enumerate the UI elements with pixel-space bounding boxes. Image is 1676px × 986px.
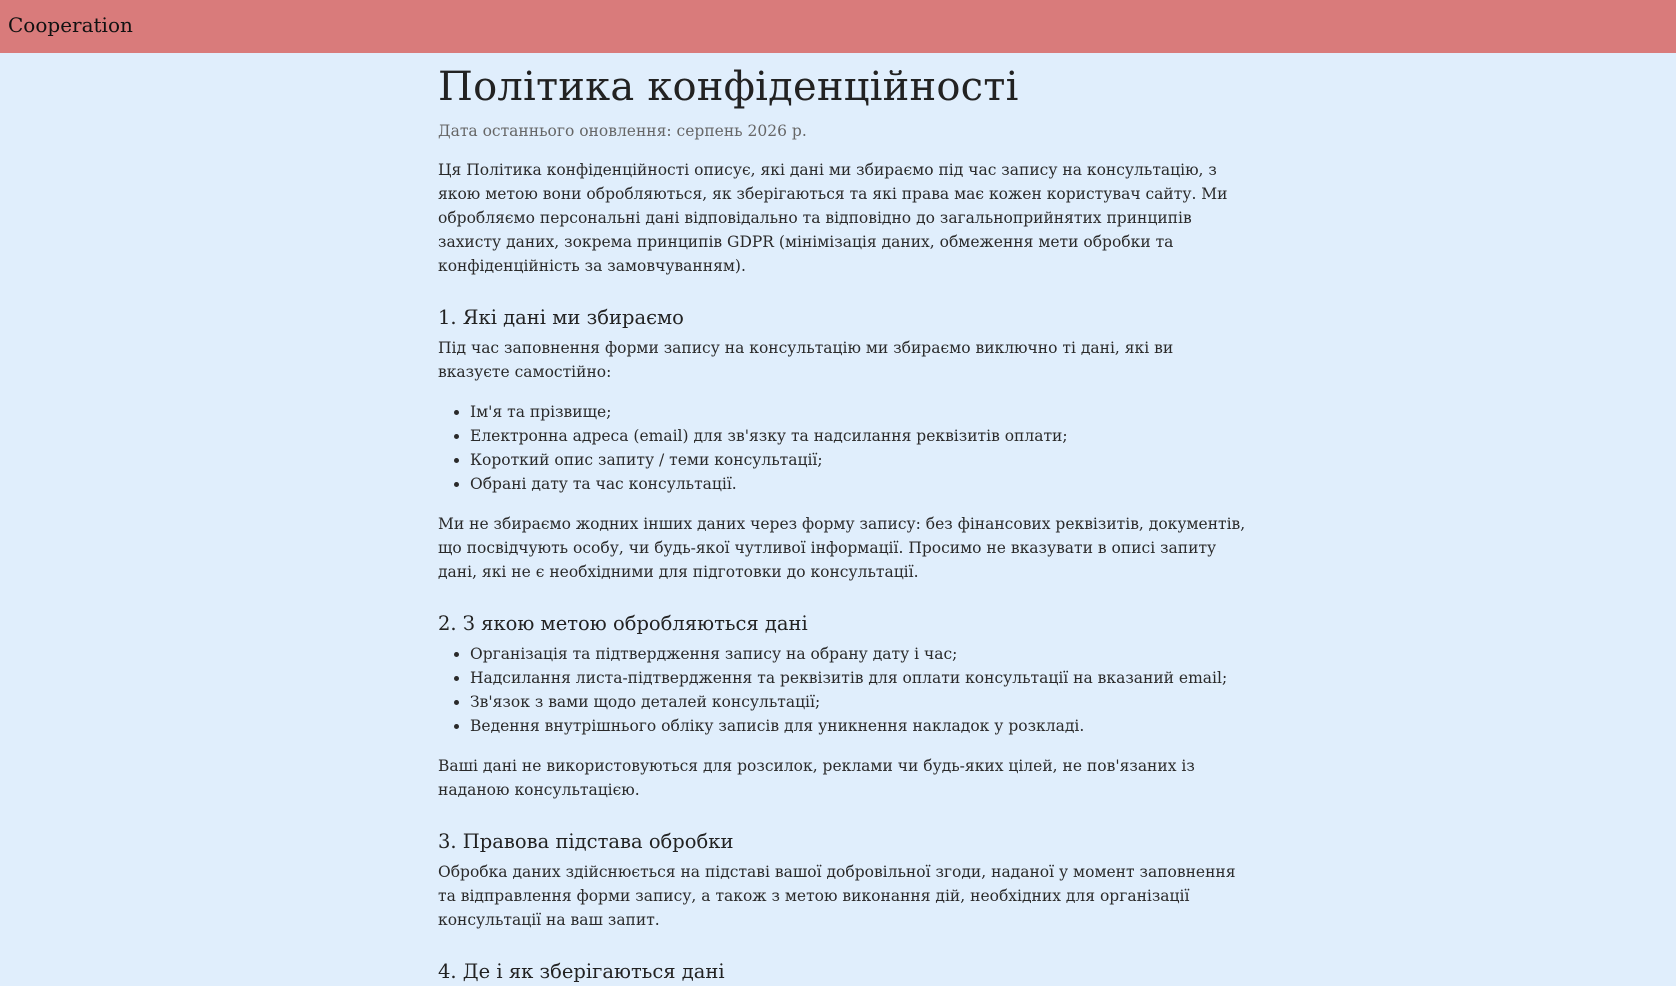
list-item: • Електронна адреса (email) для зв'язку та надсилання реквізитів оплати;: [470, 424, 1248, 448]
list-item: • Зв'язок з вами щодо деталей консультації;: [470, 690, 1248, 714]
section-lead: Обробка даних здійснюється на підставі вашої добровільної згоди, наданої у момент заповнення та відправлення форми запису, а також з метою виконання дій, необхідних для організації консультації на ваш запит.: [438, 863, 1236, 929]
page-title: Політика конфіденційності: [438, 64, 1019, 110]
section-heading: 3. Правова підстава обробки: [438, 830, 734, 853]
list-item: • Ведення внутрішнього обліку записів для уникнення накладок у розкладі.: [470, 714, 1248, 738]
section-lead: Під час заповнення форми запису на консультацію ми збираємо виключно ті дані, які ви вказуєте самостійно:: [438, 339, 1174, 381]
section-legal-basis: [438, 828, 1248, 932]
section-storage: [438, 958, 1248, 986]
list-item: • Обрані дату та час консультації.: [470, 472, 1248, 496]
brand-logo-text[interactable]: Cooperation: [8, 13, 133, 37]
collected-data-list: [438, 400, 1248, 496]
top-bar: [0, 0, 1676, 53]
last-updated-date: Дата останнього оновлення: серпень 2026 р.: [438, 122, 807, 140]
section-note: Ваші дані не використовуються для розсилок, реклами чи будь-яких цілей, не пов'язаних із наданою консультацією.: [438, 757, 1195, 799]
list-item: • Короткий опис запиту / теми консультації;: [470, 448, 1248, 472]
section-heading: 4. Де і як зберігаються дані: [438, 960, 725, 983]
purpose-list: [438, 642, 1248, 738]
section-note: Ми не збираємо жодних інших даних через форму запису: без фінансових реквізитів, документів, що посвідчують особу, чи будь-якої чутливої інформації. Просимо не вказувати в описі запиту дані, які не є необхідними для підготовки до консультації.: [438, 515, 1246, 581]
list-item: • Надсилання листа-підтвердження та реквізитів для оплати консультації на вказаний email;: [470, 666, 1248, 690]
section-purpose: [438, 610, 1248, 802]
list-item: • Організація та підтвердження запису на обрану дату і час;: [470, 642, 1248, 666]
section-heading: 2. З якою метою обробляються дані: [438, 612, 808, 635]
intro-paragraph: Ця Політика конфіденційності описує, які дані ми збираємо під час запису на консультацію, з якою метою вони обробляються, як зберігаються та які права має кожен користувач сайту. Ми обробляємо персональні дані відповідально та відповідно до загальноприйнятих принципів захисту даних, зокрема принципів GDPR (мінімізація даних, обмеження мети обробки та конфіденційність за замовчуванням).: [438, 161, 1228, 275]
policy-content: [438, 60, 1248, 986]
section-collected-data: [438, 304, 1248, 584]
list-item: • Ім'я та прізвище;: [470, 400, 1248, 424]
section-heading: 1. Які дані ми збираємо: [438, 306, 684, 329]
